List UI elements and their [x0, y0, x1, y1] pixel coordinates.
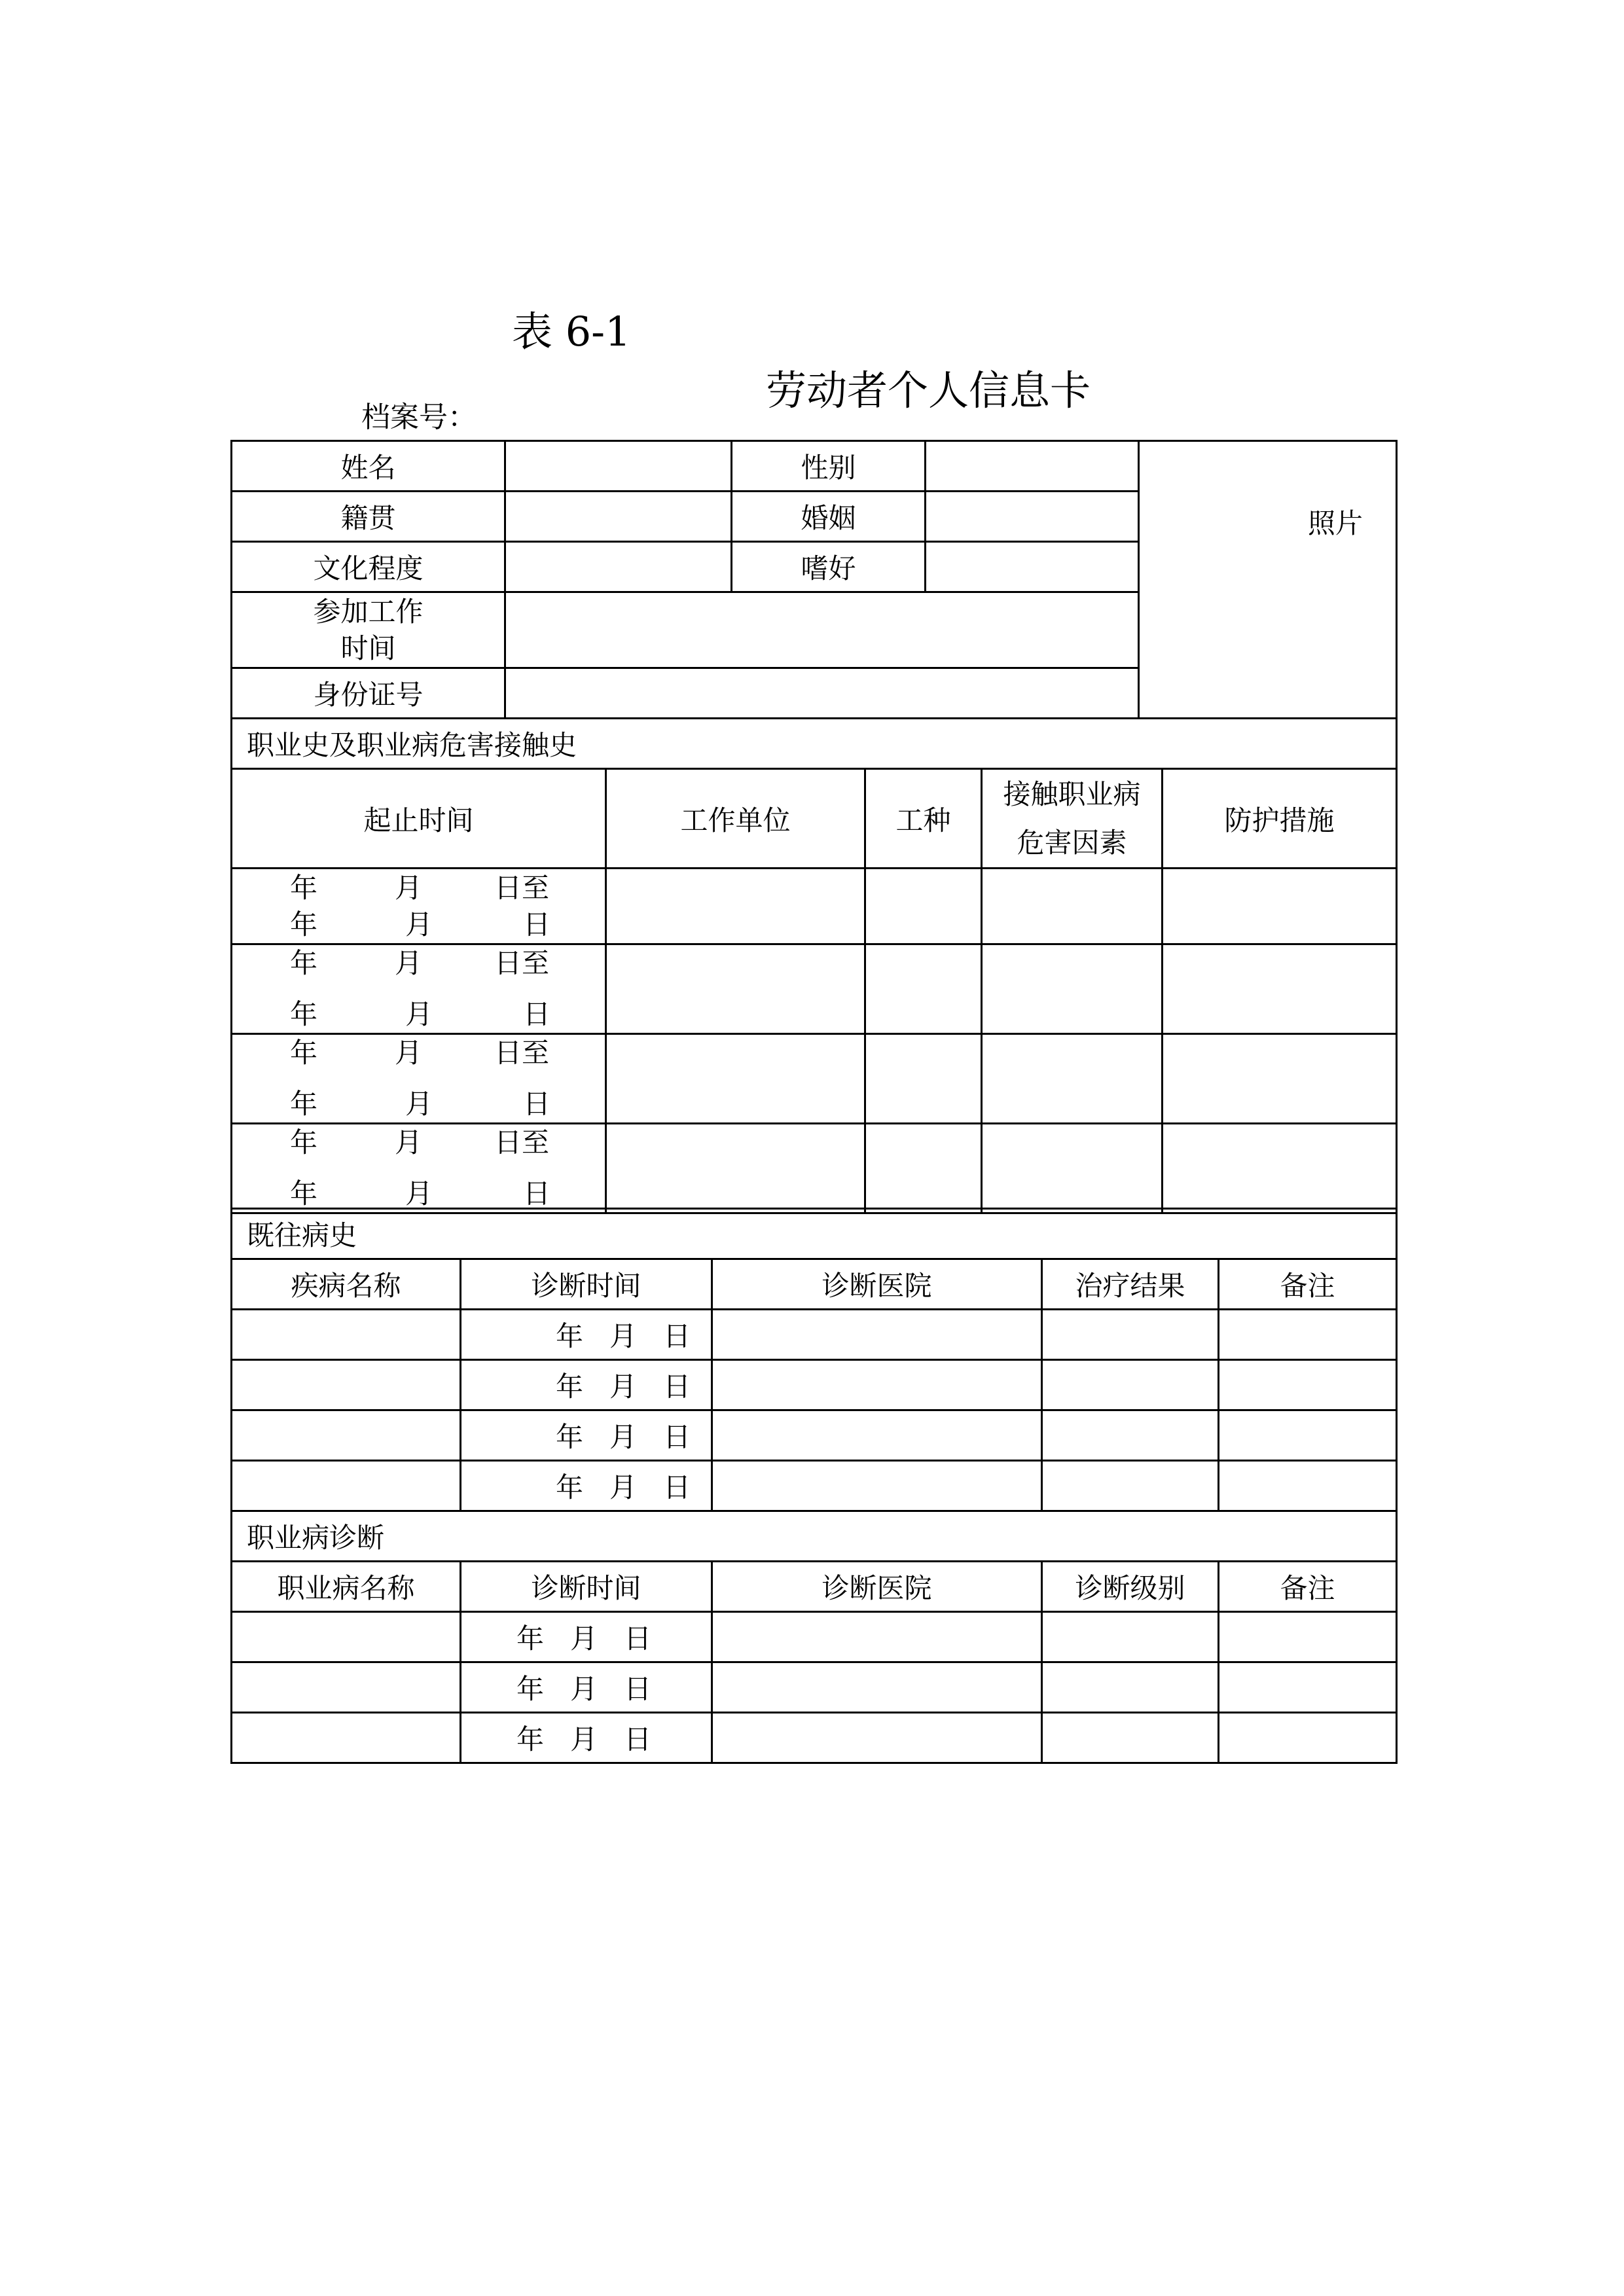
occupational-disease-name-cell[interactable] [232, 1662, 461, 1713]
from-day-label: 日至 [494, 1126, 550, 1158]
past-illness-row [232, 1410, 1397, 1461]
hazard-factor-cell[interactable] [982, 1124, 1163, 1213]
native-place-field[interactable] [505, 492, 732, 542]
to-year-label: 年 [290, 1177, 318, 1210]
occupational-disease-name-cell[interactable] [232, 1713, 461, 1763]
treatment-result-cell[interactable] [1042, 1360, 1219, 1410]
treatment-result-header: 治疗结果 [1042, 1259, 1219, 1310]
diagnosis-level-cell[interactable] [1042, 1713, 1219, 1763]
history-row [232, 944, 1397, 1034]
job-type-header: 工种 [865, 769, 982, 869]
job-type-cell[interactable] [865, 869, 982, 944]
disease-name-cell[interactable] [232, 1410, 461, 1461]
occupational-diagnosis-row [232, 1662, 1397, 1713]
occupational-disease-name-header: 职业病名称 [232, 1562, 461, 1612]
occ-remarks-cell[interactable] [1219, 1713, 1397, 1763]
diagnosis-date-cell[interactable]: 年 月 日 [461, 1360, 712, 1410]
occ-remarks-cell[interactable] [1219, 1612, 1397, 1662]
work-start-label-line2: 时间 [340, 632, 396, 664]
occupational-history-table [230, 717, 1398, 1214]
photo-label: 照片 [1307, 507, 1363, 539]
work-unit-cell[interactable] [606, 869, 865, 944]
native-place-label: 籍贯 [232, 492, 505, 542]
occ-diagnosis-date-cell[interactable]: 年 月 日 [461, 1612, 712, 1662]
work-unit-header: 工作单位 [606, 769, 865, 869]
diagnosis-date-header: 诊断时间 [461, 1259, 712, 1310]
remarks-cell[interactable] [1219, 1461, 1397, 1511]
occ-remarks-cell[interactable] [1219, 1662, 1397, 1713]
hobby-label: 嗜好 [732, 542, 926, 592]
from-month-label: 月 [395, 871, 423, 904]
protection-cell[interactable] [1163, 869, 1397, 944]
remarks-header: 备注 [1219, 1259, 1397, 1310]
treatment-result-cell[interactable] [1042, 1461, 1219, 1511]
disease-name-cell[interactable] [232, 1310, 461, 1360]
period-cell[interactable] [232, 869, 606, 944]
past-illness-row [232, 1310, 1397, 1360]
to-day-label: 日 [523, 998, 551, 1030]
from-day-label: 日至 [494, 947, 550, 979]
remarks-cell[interactable] [1219, 1410, 1397, 1461]
from-day-label: 日至 [494, 1037, 550, 1069]
from-month-label: 月 [395, 1126, 423, 1158]
from-year-label: 年 [290, 947, 318, 979]
remarks-cell[interactable] [1219, 1310, 1397, 1360]
hazard-factor-cell[interactable] [982, 944, 1163, 1034]
medical-history-table [230, 1208, 1398, 1764]
job-type-cell[interactable] [865, 1034, 982, 1124]
remarks-cell[interactable] [1219, 1360, 1397, 1410]
to-month-label: 月 [405, 998, 433, 1030]
work-unit-cell[interactable] [606, 1034, 865, 1124]
disease-name-cell[interactable] [232, 1360, 461, 1410]
occupational-diagnosis-section-label: 职业病诊断 [232, 1511, 1397, 1562]
from-month-label: 月 [395, 947, 423, 979]
protection-header: 防护措施 [1163, 769, 1397, 869]
occ-diagnosis-hospital-cell[interactable] [712, 1612, 1042, 1662]
protection-cell[interactable] [1163, 944, 1397, 1034]
occupational-history-section-label: 职业史及职业病危害接触史 [232, 719, 1397, 769]
diagnosis-date-cell[interactable]: 年 月 日 [461, 1461, 712, 1511]
name-field[interactable] [505, 441, 732, 492]
gender-label: 性别 [732, 441, 926, 492]
to-month-label: 月 [405, 908, 433, 941]
occ-diagnosis-date-cell[interactable]: 年 月 日 [461, 1662, 712, 1713]
occupational-diagnosis-row [232, 1713, 1397, 1763]
occ-diagnosis-hospital-cell[interactable] [712, 1662, 1042, 1713]
to-year-label: 年 [290, 998, 318, 1030]
history-row [232, 1034, 1397, 1124]
id-number-label: 身份证号 [232, 668, 505, 719]
period-cell[interactable] [232, 1124, 606, 1213]
hobby-field[interactable] [926, 542, 1139, 592]
disease-name-cell[interactable] [232, 1461, 461, 1511]
personal-info-table [230, 440, 1398, 719]
marital-status-field[interactable] [926, 492, 1139, 542]
diagnosis-hospital-cell[interactable] [712, 1360, 1042, 1410]
work-start-label-line1: 参加工作 [313, 595, 424, 628]
marital-status-label: 婚姻 [732, 492, 926, 542]
hazard-factor-header-line2: 危害因素 [1017, 826, 1127, 859]
protection-cell[interactable] [1163, 1034, 1397, 1124]
id-number-field[interactable] [505, 668, 1139, 719]
work-unit-cell[interactable] [606, 944, 865, 1034]
hazard-factor-cell[interactable] [982, 1034, 1163, 1124]
hazard-factor-cell[interactable] [982, 869, 1163, 944]
hazard-factor-header [982, 769, 1163, 869]
from-year-label: 年 [290, 1126, 318, 1158]
table-number: 表 6-1 [512, 308, 631, 355]
occupational-diagnosis-row [232, 1612, 1397, 1662]
to-day-label: 日 [523, 908, 551, 941]
occ-diagnosis-date-cell[interactable]: 年 月 日 [461, 1713, 712, 1763]
education-label: 文化程度 [232, 542, 505, 592]
diagnosis-level-header: 诊断级别 [1042, 1562, 1219, 1612]
occ-diagnosis-hospital-cell[interactable] [712, 1713, 1042, 1763]
from-day-label: 日至 [494, 871, 550, 904]
treatment-result-cell[interactable] [1042, 1310, 1219, 1360]
to-day-label: 日 [523, 1088, 551, 1120]
history-row [232, 869, 1397, 944]
form-title: 劳动者个人信息卡 [766, 367, 1091, 414]
disease-name-header: 疾病名称 [232, 1259, 461, 1310]
diagnosis-date-cell[interactable]: 年 月 日 [461, 1310, 712, 1360]
photo-area[interactable] [1139, 441, 1397, 719]
to-year-label: 年 [290, 1088, 318, 1120]
occ-diagnosis-hospital-header: 诊断医院 [712, 1562, 1042, 1612]
name-label: 姓名 [232, 441, 505, 492]
work-start-field[interactable] [505, 592, 1139, 668]
past-illness-section-label: 既往病史 [232, 1209, 1397, 1259]
treatment-result-cell[interactable] [1042, 1410, 1219, 1461]
to-year-label: 年 [290, 908, 318, 941]
period-header: 起止时间 [232, 769, 606, 869]
from-year-label: 年 [290, 1037, 318, 1069]
from-month-label: 月 [395, 1037, 423, 1069]
protection-cell[interactable] [1163, 1124, 1397, 1213]
to-month-label: 月 [405, 1088, 433, 1120]
gender-field[interactable] [926, 441, 1139, 492]
archive-number-label: 档案号： [361, 401, 477, 434]
period-cell[interactable] [232, 944, 606, 1034]
hazard-factor-header-line1: 接触职业病 [1003, 778, 1141, 810]
work-start-label [232, 592, 505, 668]
page-title [0, 243, 1624, 414]
past-illness-row [232, 1360, 1397, 1410]
diagnosis-hospital-cell[interactable] [712, 1461, 1042, 1511]
to-day-label: 日 [523, 1177, 551, 1210]
occupational-disease-name-cell[interactable] [232, 1612, 461, 1662]
to-month-label: 月 [405, 1177, 433, 1210]
past-illness-row [232, 1461, 1397, 1511]
job-type-cell[interactable] [865, 1124, 982, 1213]
diagnosis-hospital-cell[interactable] [712, 1310, 1042, 1360]
job-type-cell[interactable] [865, 944, 982, 1034]
diagnosis-level-cell[interactable] [1042, 1612, 1219, 1662]
work-unit-cell[interactable] [606, 1124, 865, 1213]
from-year-label: 年 [290, 871, 318, 904]
occ-diagnosis-date-header: 诊断时间 [461, 1562, 712, 1612]
diagnosis-level-cell[interactable] [1042, 1662, 1219, 1713]
period-cell[interactable] [232, 1034, 606, 1124]
education-field[interactable] [505, 542, 732, 592]
diagnosis-hospital-cell[interactable] [712, 1410, 1042, 1461]
diagnosis-hospital-header: 诊断医院 [712, 1259, 1042, 1310]
diagnosis-date-cell[interactable]: 年 月 日 [461, 1410, 712, 1461]
occ-remarks-header: 备注 [1219, 1562, 1397, 1612]
history-row [232, 1124, 1397, 1213]
